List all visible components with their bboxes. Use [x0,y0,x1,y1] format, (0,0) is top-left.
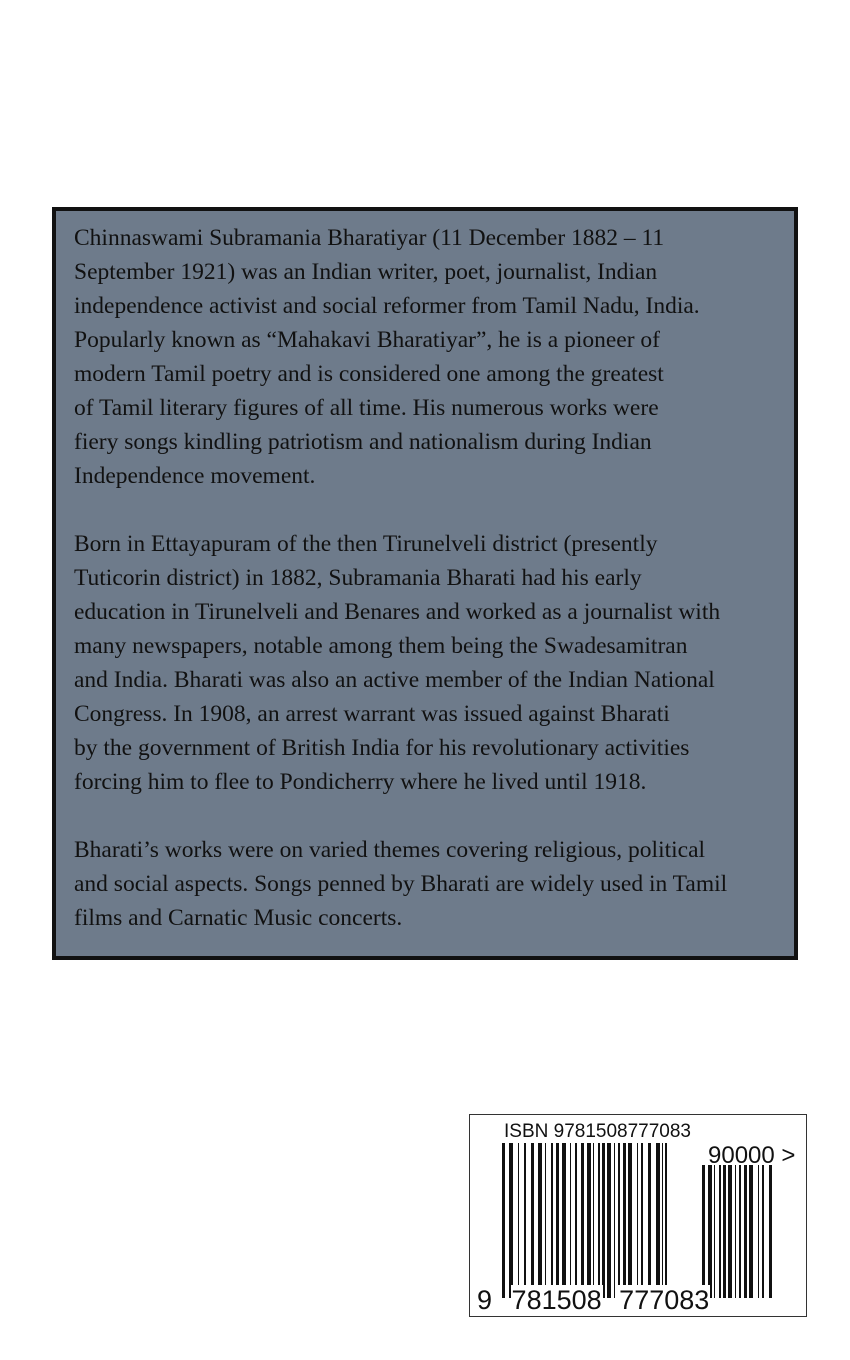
barcode-bar [665,1143,667,1298]
barcode-bar [502,1143,505,1298]
barcode-bar [524,1143,526,1298]
text-line: Congress. In 1908, an arrest warrant was issued against Bharati [74,701,670,727]
barcode-bar [628,1143,632,1298]
barcode-bar [570,1143,571,1298]
blurb-paragraph [74,833,727,935]
barcode-bar [762,1165,764,1298]
text-line: and social aspects. Songs penned by Bharati are widely used in Tamil [74,871,728,897]
barcode-digits [476,1285,710,1316]
text-line: Chinnaswami Subramania Bharatiyar (11 December 1882 – 11 [74,225,665,251]
barcode-bar [719,1165,721,1298]
barcode-bar [656,1143,660,1298]
barcode-bar [587,1143,591,1298]
text-line: by the government of British India for his revolutionary activities [74,735,690,761]
barcode-bar [714,1165,715,1298]
text-line: September 1921) was an Indian writer, poet, journalist, Indian [74,259,658,285]
barcode-bar [602,1143,605,1298]
text-line: films and Carnatic Music concerts. [74,905,403,931]
text-line: independence activist and social reformer from Tamil Nadu, India. [74,293,700,319]
blurb-panel [52,207,798,960]
barcode-bar [702,1165,705,1298]
barcode-bar [769,1165,772,1298]
text-line: fiery songs kindling patriotism and nationalism during Indian [74,429,652,455]
text-line: many newspapers, notable among them being the Swadesamitran [74,633,688,659]
blurb-paragraph [74,527,727,799]
digit-group-2: 777083 [619,1285,710,1315]
barcode-bar [641,1143,643,1298]
barcode-bar [735,1165,736,1298]
price-code: 90000 > [708,1142,796,1169]
barcode-bar [614,1143,615,1298]
digit-group-1: 781508 [511,1285,602,1315]
barcode-bar [556,1143,559,1298]
barcode-bar [758,1165,759,1298]
digit-first: 9 [477,1285,493,1315]
blurb-text [74,221,727,969]
barcode-bar [545,1143,546,1298]
barcode-bar [562,1143,566,1298]
text-line: modern Tamil poetry and is considered one among the greatest [74,361,664,387]
barcode-bar [518,1143,519,1298]
barcode-bar [551,1143,553,1298]
barcode-bar [623,1143,626,1298]
barcode-bar [728,1165,732,1298]
barcode-bar [648,1143,651,1298]
text-line: Born in Ettayapuram of the then Tirunelveli district (presently [74,531,658,557]
barcode-bar [723,1165,726,1298]
text-line: Tuticorin district) in 1882, Subramania Bharati had his early [74,565,642,591]
barcode-bar [598,1143,600,1298]
text-line: forcing him to flee to Pondicherry where he lived until 1918. [74,769,647,795]
barcode-bar [531,1143,534,1298]
barcode-bar [662,1143,663,1298]
text-line: and India. Bharati was also an active member of the Indian National [74,667,715,693]
barcode-bar [637,1143,638,1298]
isbn-barcode [469,1114,807,1317]
barcode-bar [708,1165,712,1298]
barcode-bar [739,1165,741,1298]
text-line: education in Tirunelveli and Benares and worked as a journalist with [74,599,721,625]
barcode-bar [575,1143,577,1298]
barcode-bar [749,1165,753,1298]
barcode-bar [509,1143,513,1298]
barcode-bar [538,1143,542,1298]
isbn-label: ISBN 9781508777083 [504,1121,691,1142]
barcode-bar [744,1165,747,1298]
text-line: Independence movement. [74,463,316,489]
barcode-bar [618,1143,620,1298]
barcode-bar [607,1143,611,1298]
text-line: Bharati’s works were on varied themes covering religious, political [74,837,706,863]
barcode-bar [581,1143,584,1298]
text-line: Popularly known as “Mahakavi Bharatiyar”, he is a pioneer of [74,327,661,353]
text-line: of Tamil literary figures of all time. His numerous works were [74,395,659,421]
blurb-paragraph [74,221,727,493]
barcode-bar [593,1143,594,1298]
